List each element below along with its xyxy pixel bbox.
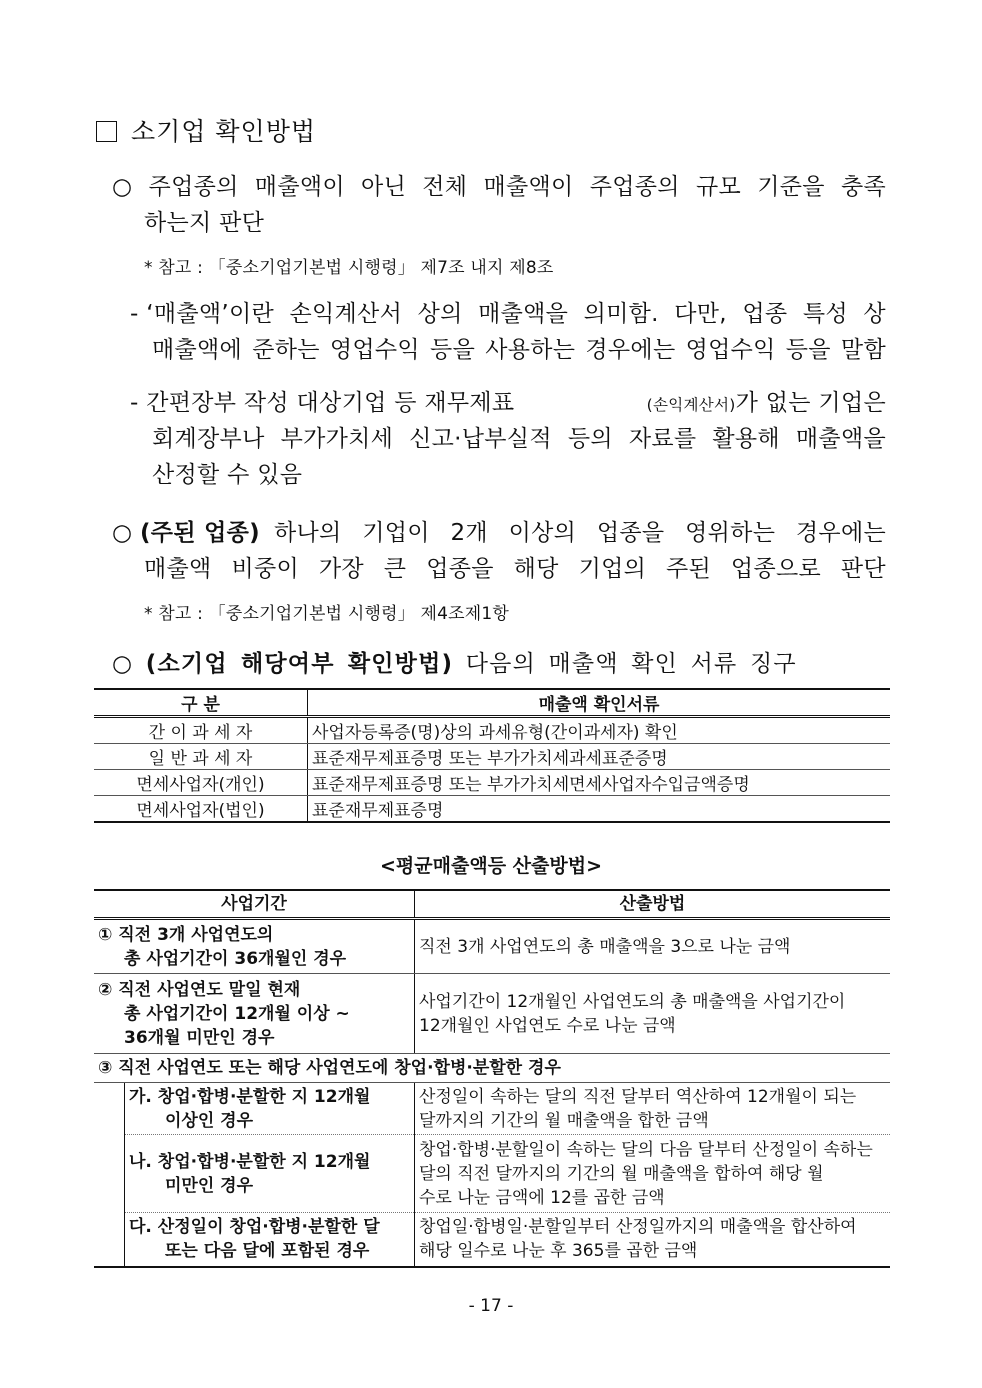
bullet-1 — [112, 169, 886, 205]
word: 업종을 — [596, 520, 665, 546]
word: 등의 — [567, 426, 613, 452]
table-section-row: ③ 직전 사업연도 또는 해당 사업연도에 창업·합병·분할한 경우 — [94, 1054, 890, 1083]
bullet-1-line-1 — [112, 169, 886, 205]
word: 주업종의 — [589, 174, 680, 200]
word: 특성 — [802, 301, 848, 327]
dash-2-line-3: 산정할 수 있음 — [152, 462, 303, 488]
word: 가장 — [318, 556, 364, 582]
dash-1 — [130, 296, 886, 332]
word: 회계장부나 — [152, 426, 265, 452]
bullet-2-line-2 — [144, 551, 886, 587]
word: 등을 — [785, 337, 831, 363]
table-subrow: 가. 창업·합병·분할한 지 12개월 이상인 경우 산정일이 속하는 달의 직전 달부터 역산하여 12개월이 되는 달까지의 기간의 월 매출액을 합한 금액 — [94, 1083, 890, 1135]
dash-2-line-2 — [152, 421, 886, 457]
section-heading: 소기업 확인방법 — [96, 112, 316, 148]
word: 규모 — [695, 174, 742, 200]
word: 다만, — [674, 301, 727, 327]
table-subrow: 다. 산정일이 창업·합병·분할한 달 또는 다음 달에 포함된 경우 창업일·합병일·분할일부터 산정일까지의 매출액을 합산하여 해당 일수로 나눈 후 365를 곱한 금액 — [94, 1213, 890, 1267]
word: 자료를 — [628, 426, 697, 452]
header-documents: 매출액 확인서류 — [308, 689, 891, 717]
table-row: ② 직전 사업연도 말일 현재 총 사업기간이 12개월 이상 ~ 36개월 미만인 경우 사업기간이 12개월인 사업연도의 총 매출액을 사업기간이 12개월인 사업연도 수로 나눈 금액 — [94, 974, 890, 1054]
word: 충족 — [840, 174, 886, 200]
table-row: 면세사업자(법인) 표준재무제표증명 — [94, 796, 890, 823]
checkbox-square-icon — [96, 121, 117, 142]
table-2-title: <평균매출액등 산출방법> — [380, 855, 602, 877]
word: 큰 — [383, 556, 407, 582]
word: 영위하는 — [685, 520, 776, 546]
word: 손익계산서 — [289, 301, 403, 327]
header-category: 구 분 — [94, 689, 308, 717]
word: 업종으로 — [730, 556, 821, 582]
table-row: 일 반 과 세 자 표준재무제표증명 또는 부가가치세과세표준증명 — [94, 744, 890, 770]
word: 하나의 — [274, 520, 342, 546]
word: 매출액에 — [152, 337, 243, 363]
table-row: 간 이 과 세 자 사업자등록증(명)상의 과세유형(간이과세자) 확인 — [94, 717, 890, 744]
dash-2-line-1 — [130, 385, 886, 423]
word: 업종 — [742, 301, 788, 327]
word: 등을 — [430, 337, 476, 363]
bullet-2-line-1: ○ (주된 업종) 하나의 기업이 2개 이상의 업종을 영위하는 경우에는 — [112, 515, 886, 551]
word: 활용해 — [712, 426, 780, 452]
dash-1-line-2 — [152, 332, 886, 368]
word: 기준을 — [757, 174, 825, 200]
average-sales-method-table — [94, 889, 890, 1268]
table-row: 면세사업자(개인) 표준재무제표증명 또는 부가가치세면세사업자수입금액증명 — [94, 770, 890, 796]
word: 말함 — [840, 337, 886, 363]
word: 기업의 — [578, 556, 647, 582]
word: 매출액이 — [483, 174, 574, 200]
word: 영업수익 — [685, 337, 776, 363]
dash-2-part-b: (손익계산서)가 없는 기업은 — [646, 390, 886, 416]
word: 매출액을 — [795, 426, 886, 452]
table-row: ① 직전 3개 사업연도의 총 사업기간이 36개월인 경우 직전 3개 사업연도의 총 매출액을 3으로 나눈 금액 — [94, 919, 890, 974]
word: 비중이 — [231, 556, 299, 582]
bullet-2-note: * 참고 : 「중소기업기본법 시행령」 제4조제1항 — [144, 604, 510, 624]
word: 상의 — [417, 301, 463, 327]
word: ○ — [112, 174, 133, 200]
word: - ‘매출액’이란 — [130, 301, 275, 327]
word: 해당 — [513, 556, 559, 582]
word: 매출액을 — [478, 301, 569, 327]
bullet-1-line-2: 하는지 판단 — [144, 210, 265, 236]
header-period: 사업기간 — [94, 890, 415, 919]
table-header-row — [94, 689, 890, 717]
table-header-row — [94, 890, 890, 919]
word: 2개 — [450, 520, 488, 546]
sales-document-table — [94, 688, 890, 823]
dash-2-part-a: - 간편장부 작성 대상기업 등 재무제표 — [130, 390, 515, 416]
word: 업종을 — [426, 556, 494, 582]
word: 매출액이 — [254, 174, 345, 200]
bullet-3: ○ (소기업 해당여부 확인방법) 다음의 매출액 확인 서류 징구 — [112, 651, 797, 677]
word: 의미함. — [583, 301, 659, 327]
word: 매출액 — [144, 556, 212, 582]
page-number: - 17 - — [468, 1296, 514, 1316]
word: 기업이 — [362, 520, 430, 546]
word: 판단 — [840, 556, 886, 582]
word: 사용하는 — [485, 337, 576, 363]
bullet-1-note: * 참고 : 「중소기업기본법 시행령」 제7조 내지 제8조 — [144, 258, 554, 278]
word: 상 — [863, 301, 886, 327]
dash-2-cont — [152, 421, 886, 457]
header-method: 산출방법 — [415, 890, 891, 919]
bullet-2 — [112, 515, 886, 551]
dash-1-line-1 — [130, 296, 886, 332]
word: 영업수익 — [329, 337, 420, 363]
word: 이상의 — [508, 520, 577, 546]
word: 주업종의 — [148, 174, 239, 200]
word: 전체 — [422, 174, 468, 200]
dash-1-cont — [152, 332, 886, 368]
word: 아닌 — [361, 174, 407, 200]
word: 주된 — [666, 556, 712, 582]
dash-2 — [130, 385, 886, 423]
word: 경우에는 — [585, 337, 676, 363]
word: 준하는 — [252, 337, 320, 363]
bullet-2-cont — [144, 551, 886, 587]
word: 경우에는 — [795, 520, 886, 546]
table-subrow: 나. 창업·합병·분할한 지 12개월 미만인 경우 창업·합병·분할일이 속하는 달의 다음 달부터 산정일이 속하는 달의 직전 달까지의 기간의 월 매출액을 합하여 해당 월 수로 나눈 금액에 12를 곱한 금액 — [94, 1135, 890, 1213]
word: 부가가치세 — [280, 426, 394, 452]
word: 신고·납부실적 — [409, 426, 552, 452]
